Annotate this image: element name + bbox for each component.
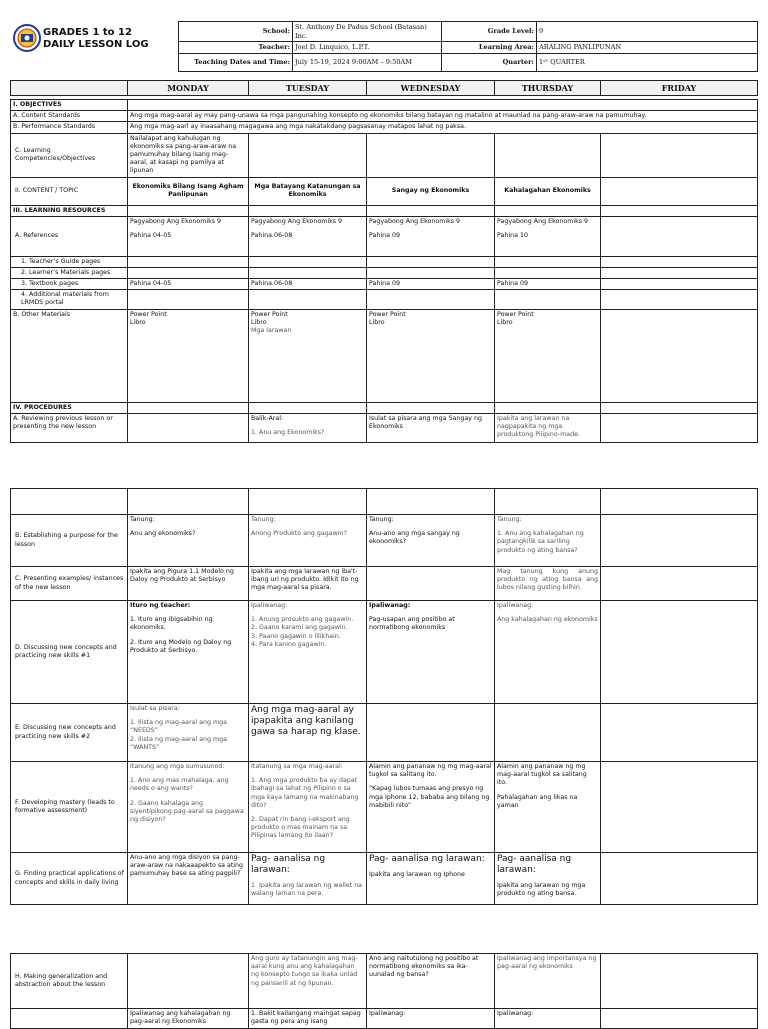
textbook-tuesday: Pahina 06-08 [249,279,367,290]
content-standards-label: A. Content Standards [11,111,128,122]
proc-d-tuesday: Ipaliwanag: 1. Anung prosukto ang gagawin. 2. Gaano karami ang gagawin. 3. Paano gagawin o lilikhain. 4. Para kanino gagawin. [249,601,367,704]
grade-level-label: Grade Level: [442,22,537,42]
proc-g-label: G. Finding practical applications of concepts and skills in daily living [11,853,128,905]
learning-area-label: Learning Area: [442,42,537,54]
competencies-label: C. Learning Competencies/Objectives [11,133,128,177]
proc-h-thursday: Ipaliwanag ang importansya ng pag-aaral ng ekonomiks [495,954,601,1009]
quarter-value: 1ˢᵀ QUARTER [537,54,758,72]
teaching-dates-label: Teaching Dates and Time: [179,54,293,72]
proc-i-wednesday: Ipaliwanag: [367,1009,495,1029]
reference-wednesday: Pagyabong Ang Ekonomiks 9 Pahina 09 [367,216,495,256]
other-materials-monday: Power Point Libro [128,309,249,402]
weekday-header [10,80,758,96]
day-monday: MONDAY [128,81,249,96]
deped-seal-logo [13,24,41,52]
proc-c-monday: Ipakita ang Pigura 1.1 Modelo ng Daloy ng Produkto at Serbisyo [128,567,249,601]
other-materials-label: B. Other Materials [11,309,128,402]
proc-c-tuesday: Ipakita ang mga larawan ng iba't-ibang uri ng produkto. Idikit ito ng mga mag-aaral sa pisara. [249,567,367,601]
proc-g-thursday: Pag- aanalisa ng larawan: Ipakita ang larawan ng mga produkto ng ating bansa. [495,853,601,905]
topic-monday: Ekonomiks Bilang Isang Agham Panlipunan [128,177,249,205]
proc-c-label: C. Presenting examples/ instances of the new lesson [11,567,128,601]
lesson-table-part2 [10,488,758,905]
proc-c-thursday: Mag tanung kung anung produkto ng ating bansa ang lubos nilang gusting bilhin. [495,567,601,601]
proc-f-thursday: Alamin ang pananaw ng mg mag-aaral tugkol sa salitang ito. Pahalagahan ang likas na yaman [495,762,601,853]
other-materials-thursday: Power Point Libro [495,309,601,402]
title-line-1: GRADES 1 to 12 [43,27,132,38]
teachers-guide-label: 1. Teacher’s Guide pages [11,256,128,267]
proc-g-wednesday: Pag- aanalisa ng larawan: Ipakita ang larawan ng Iphone [367,853,495,905]
textbook-wednesday: Pahina 09 [367,279,495,290]
proc-i-monday: Ipaliwanag ang kahalagahan ng pag-aaral ng Ekonomiks [128,1009,249,1029]
proc-f-label: F. Developing mastery (leads to formative assessment) [11,762,128,853]
day-friday: FRIDAY [601,81,758,96]
proc-i-thursday: Ipaliwanag: [495,1009,601,1029]
proc-h-tuesday: Ang guro ay tatanungin ang mag-aaral kung anu ang kahalagahan ng konsepto tungo sa ikaka unlad ng pansarili at ng lipunan. [249,954,367,1009]
page-title [43,27,149,51]
lesson-table-part1 [10,99,758,443]
proc-f-wednesday: Alamin ang pananaw ng mg mag-aaral tugkol sa salitang ito. “Kapag lubos tumaas ang presyo ng mga Iphone 12, bababa ang bilang ng mabibili nito” [367,762,495,853]
corner-cell [11,81,128,96]
proc-d-thursday: Ipaliwanag: Ang kahalagahan ng ekonomiks [495,601,601,704]
textbook-pages-label: 3. Textbook pages [11,279,128,290]
objectives-heading: I. OBJECTIVES [11,100,128,111]
proc-h-label: H. Making generalization and abstraction about the lesson [11,954,128,1009]
proc-e-label: E. Discussing new concepts and practicing new skills #2 [11,704,128,762]
proc-a-thursday: Ipakita ang larawan na nagpapakita ng mga produktong Pilipino-made. [495,413,601,442]
proc-g-tuesday: Pag- aanalisa ng larawan: 1. Ipakita ang larawan ng wallet na walang laman na pera. [249,853,367,905]
content-topic-label: II. CONTENT / TOPIC [11,177,128,205]
school-value: St. Anthony De Padua School (Batasan) Inc. [293,22,442,42]
proc-e-tuesday: Ang mga mag-aaral ay ipapakita ang kanilang gawa sa harap ng klase. [249,704,367,762]
other-materials-tuesday: Power Point Libro Mga larawan [249,309,367,402]
proc-b-tuesday: Tanung: Anong Produkto ang gagawin? [249,515,367,567]
proc-b-wednesday: Tanung: Anu-ano ang mga sangay ng ekonomiks? [367,515,495,567]
learning-area-value: ARALING PANLIPUNAN [537,42,758,54]
teacher-value: Joel D. Linquico, L.P.T. [293,42,442,54]
proc-d-monday: Ituro ng teacher: 1. Ituro ang ibigsabihin ng ekonomiks. 2. Ituro ang Modelo ng Daloy ng Produkto at Serbisyo. [128,601,249,704]
performance-standards-text: Ang mga mag-aarl ay inaasahang magagawa ang mga nakatakdang pagsasanay matapos lahat ng paksa. [128,122,758,133]
proc-b-label: B. Establishing a purpose for the lesson [11,515,128,567]
references-label: A. References [11,216,128,256]
lesson-table-part3 [10,953,758,1029]
quarter-label: Quarter: [442,54,537,72]
day-wednesday: WEDNESDAY [367,81,495,96]
proc-f-tuesday: Itatanung sa mga mag-aaral: 1. Ang mga produkto ba ay dapat ibahagi sa lahat ng Pilipino o sa mga kaya lamang na makinabang dito? 2. Dapat rin bang i-eksport ang produkto o mas mainam na sa Pilipinas lamang ito ilaan? [249,762,367,853]
topic-thursday: Kahalagahan Ekonomiks [495,177,601,205]
additional-materials-label: 4. Additional materials from LRMDS portal [11,290,128,309]
proc-f-monday: Itanung ang mga sumusunod: 1. Ano ang mas mahalaga, ang needs o ang wants? 2. Gaano kahalaga ang siyentipikong pag-aaral sa paggawa ng disiyon? [128,762,249,853]
proc-g-monday: Anu-ano ang mga disiyon sa pang-araw-araw na nakaaapekto sa ating pamumuhay base sa ating pagpili? [128,853,249,905]
proc-b-thursday: Tanung: 1. Anu ang kahalagahan ng pagtangkilik sa sariling produkto ng ating bansa? [495,515,601,567]
grade-level-value: 9 [537,22,758,42]
day-thursday: THURSDAY [495,81,601,96]
day-tuesday: TUESDAY [249,81,367,96]
content-standards-text: Ang mga mag-aaral ay may pang-unawa sa mga pangunahing konsepto ng ekonomiks bilang batayan ng matalino at maunlad na pang-araw-araw na pamumuhay. [128,111,758,122]
proc-d-label: D. Discussing new concepts and practicing new skills #1 [11,601,128,704]
school-label: School: [179,22,293,42]
other-materials-wednesday: Power Point Libro [367,309,495,402]
proc-h-wednesday: Ano ang naitutulong ng positibo at normatibong ekonomiks sa ika-uunalad ng bansa? [367,954,495,1009]
proc-e-monday: Isulat sa pisara: 1. Ilista ng mag-aaral ang mga “NEEDS” 2. Ilista ng mag-aaral ang mga “WANTS” [128,704,249,762]
textbook-thursday: Pahina 09 [495,279,601,290]
learning-resources-heading: III. LEARNING RESOURCES [11,205,128,216]
topic-wednesday: Sangay ng Ekonomiks [367,177,495,205]
proc-b-monday: Tanung: Anu ang ekonomiks? [128,515,249,567]
reference-tuesday: Pagyabong Ang Ekonomiks 9 Pahina 06-08 [249,216,367,256]
topic-tuesday: Mga Batayang Katanungan sa Ekonomiks [249,177,367,205]
performance-standards-label: B. Performance Standards [11,122,128,133]
learners-materials-label: 2. Learner’s Materials pages [11,267,128,278]
competencies-monday: Nailalapat ang kahulugan ng ekonomiks sa pang-araw-araw na pamumuhay bilang isang mag-aaral, at kasapi ng pamilya at lipunan [128,133,249,177]
title-line-2: DAILY LESSON LOG [43,39,149,50]
reference-thursday: Pagyabong Ang Ekonomiks 9 Pahina 10 [495,216,601,256]
proc-a-wednesday: Isulat sa pisara ang mga Sangay ng Ekonomiks [367,413,495,442]
proc-d-wednesday: Ipaliwanag: Pag-usapan ang positibo at normatibong ekonomiks [367,601,495,704]
textbook-monday: Pahina 04-05 [128,279,249,290]
reference-monday: Pagyabong Ang Ekonomiks 9 Pahina 04-05 [128,216,249,256]
teaching-dates-value: July 15-19, 2024 9:00AM – 9:50AM [293,54,442,72]
teacher-label: Teacher: [179,42,293,54]
header-info-table [178,21,758,72]
proc-a-label: A. Reviewing previous lesson or presenting the new lesson [11,413,128,442]
procedures-heading: IV. PROCEDURES [11,402,128,413]
proc-a-tuesday: Balik-Aral: 1. Anu ang Ekonomiks? [249,413,367,442]
proc-i-tuesday: 1. Bakit kailangang maingat sapag gasta ng pera ang isang [249,1009,367,1029]
